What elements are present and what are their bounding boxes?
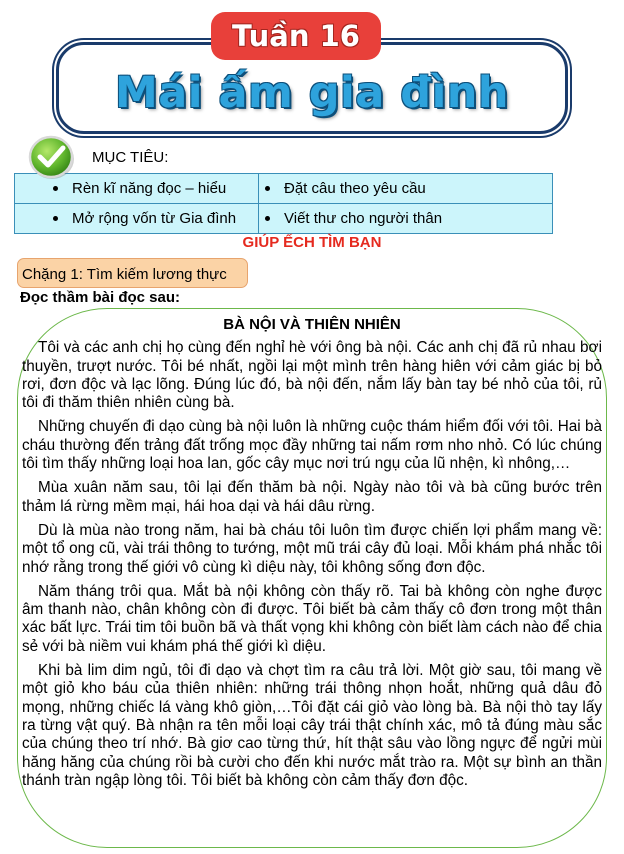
objective-text: Viết thư cho người thân <box>284 210 443 227</box>
reading-passage <box>22 316 602 796</box>
reading-paragraph: Khi bà lim dim ngủ, tôi đi dạo và chợt tìm ra câu trả lời. Một giờ sau, tôi mang về một giỏ kho báu của thiên nhiên: những trái thông nhọn hoắt, những quả dâu đỏ mọng, những chiếc lá vàng khô giòn,…Tôi đặt cái giỏ vào lòng bà. Bà nội thò tay lấy ra từng vật quý. Bà nhận ra tên mỗi loại cây trái thật chính xác, mô tả đúng màu sắc của chúng theo trí nhớ. Bà giơ cao từng thứ, hít thật sâu vào lồng ngực để ngửi mùi hăng hăng của chúng rồi bà cười cho đến khi nước mắt trào ra. Một sự bình an thần thánh tràn ngập lòng tôi. Tôi biết bà không còn cảm thấy đơn độc. <box>22 662 602 789</box>
bullet-icon <box>265 216 270 221</box>
lesson-title: Mái ấm gia đình <box>114 68 510 118</box>
check-circle-icon <box>28 134 76 180</box>
objectives-label: MỤC TIÊU: <box>92 149 169 166</box>
reading-paragraph: Mùa xuân năm sau, tôi lại đến thăm bà nội. Ngày nào tôi và bà cũng bước trên thảm lá rừng mềm mại, hái hoa dại và hái dâu rừng. <box>22 479 602 515</box>
objective-text: Mở rộng vốn từ Gia đình <box>72 210 237 227</box>
objective-item <box>15 204 259 234</box>
objective-item <box>259 174 553 204</box>
objectives-table <box>14 173 553 234</box>
bullet-icon <box>53 186 58 191</box>
challenge-label: Chặng 1: Tìm kiếm lương thực <box>17 258 248 288</box>
objective-text: Đặt câu theo yêu cầu <box>284 180 426 197</box>
reading-paragraph: Những chuyến đi dạo cùng bà nội luôn là những cuộc thám hiểm đối với tôi. Hai bà cháu thường đến trảng đất trống mọc đầy những tai nấm rơm nho nhỏ. Có lúc chúng tôi tìm thấy những loại hoa lan, gốc cây mục nơi trú ngụ của lũ nhện, kì nhông,… <box>22 418 602 473</box>
bullet-icon <box>265 186 270 191</box>
reading-instruction: Đọc thầm bài đọc sau: <box>20 289 181 306</box>
objectives-row <box>15 174 553 204</box>
bullet-icon <box>53 216 58 221</box>
reading-paragraph: Tôi và các anh chị họ cùng đến nghỉ hè với ông bà nội. Các anh chị đã rủ nhau bơi thuyền, trượt nước. Tôi bé nhất, ngồi lại một mình trên hàng hiên với cảm giác bị bỏ rơi, đơn độc và lạc lõng. Đúng lúc đó, bà nội đến, nắm lấy bàn tay bé nhỏ của tôi, rủ tôi đi thăm thiên nhiên cùng bà. <box>22 339 602 412</box>
objective-text: Rèn kĩ năng đọc – hiểu <box>72 180 227 197</box>
reading-paragraph: Dù là mùa nào trong năm, hai bà cháu tôi luôn tìm được chiến lợi phẩm mang về: một tổ ong cũ, vài trái thông to tướng, một mũ trái cây đủ loại. Mỗi khám phá nhắc tôi nhớ rằng trong thế giới vô cùng kì diệu này, tôi không sống đơn độc. <box>22 521 602 576</box>
week-badge <box>211 12 381 60</box>
reading-paragraph: Năm tháng trôi qua. Mắt bà nội không còn thấy rõ. Tai bà không còn nghe được âm thanh nào, chân không còn đi được. Tôi biết bà cảm thấy cô đơn trong một thân xác bất lực. Trái tim tôi buồn bã và thất vọng khi không còn biết làm cách nào để chia sẻ với bà niềm vui khám phá thế giới kì diệu. <box>22 582 602 655</box>
week-label: Tuần 16 <box>232 19 360 53</box>
objective-item <box>259 204 553 234</box>
reading-title: BÀ NỘI VÀ THIÊN NHIÊN <box>223 316 401 333</box>
objectives-row <box>15 204 553 234</box>
game-title: GIÚP ẾCH TÌM BẠN <box>242 234 382 251</box>
